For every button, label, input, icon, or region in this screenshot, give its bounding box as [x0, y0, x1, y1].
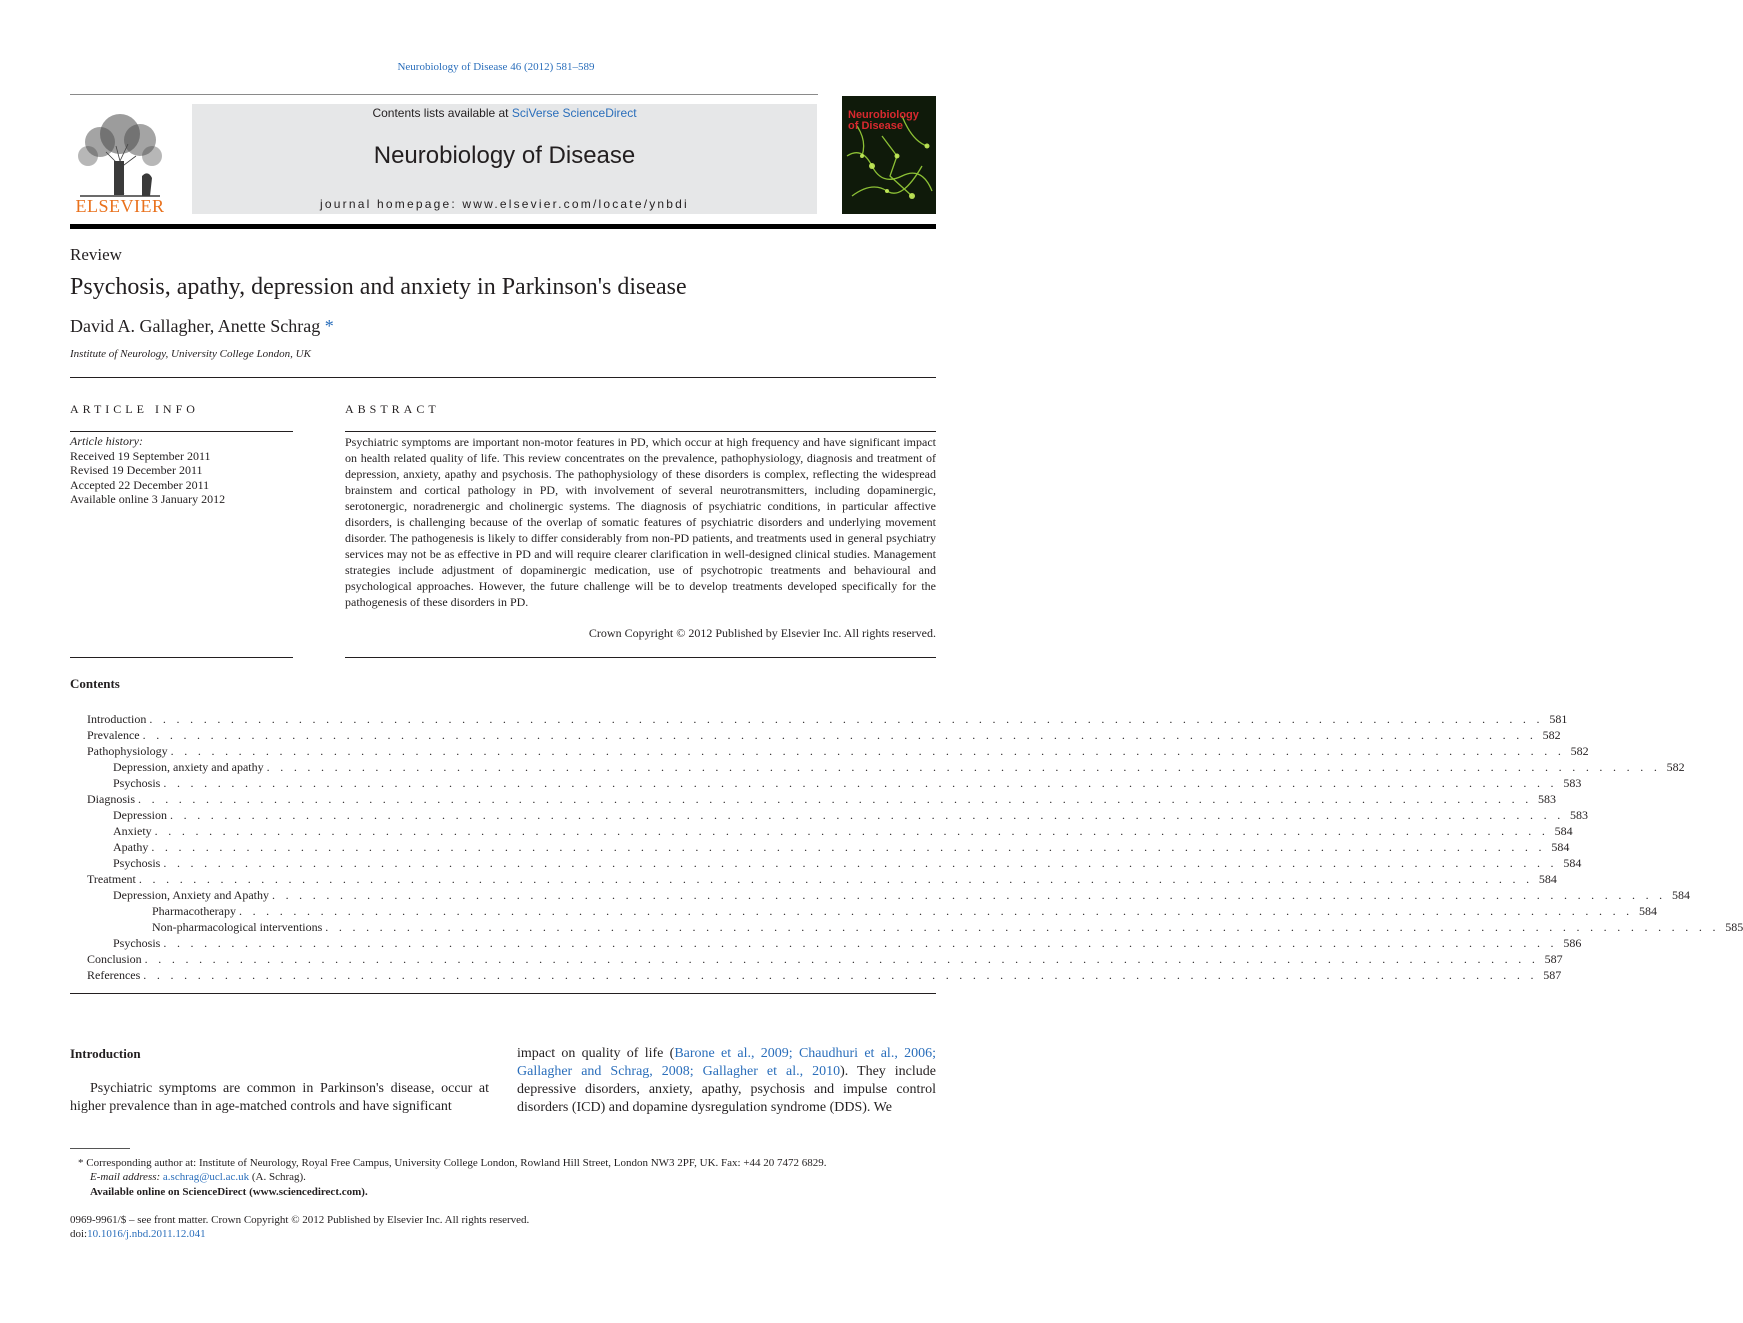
- abstract-heading: ABSTRACT: [345, 402, 440, 416]
- toc-leader-dots: . . . . . . . . . . . . . . . . . . . . . . . . . . . . . . . . . . . . . . . . . . . . . . . . . . . . . . . . . . . . . . . . . . . . . . . . . . . . . . . . . . . . . . . . . . . . . . . . . . . . . . .: [170, 744, 1565, 758]
- introduction-heading: Introduction: [70, 1046, 141, 1061]
- toc-entry-label: Psychosis: [113, 775, 163, 791]
- journal-name: Neurobiology of Disease: [373, 142, 636, 169]
- toc-entry[interactable]: [152, 919, 1743, 935]
- abstract-text: Psychiatric symptoms are important non-motor features in PD, which occur at high frequency and have significant impact on health related quality of life. This review concentrates on the prevalence, pathophysiology, diagnosis and treatment of depression, anxiety, apathy and psychosis. The pathophysiology of these disorders is complex, reflecting the widespread brainstem and cortical pathology in PD, with involvement of several neurotransmitters, including dopaminergic, serotonergic, noradrenergic and cholinergic systems. The diagnosis of psychiatric conditions, in particular affective disorders, is challenging because of the overlap of somatic features of psychiatric disorders and underlying movement disorder. The pathogenesis is likely to differ considerably from non-PD patients, and treatments used in general psychiatry services may not be as effective in PD and will require clearer clarification in well-designed clinical studies. Management strategies include adjustment of dopaminergic medication, use of psychotropic treatments and behavioural and psychological approaches. However, the future challenge will be to develop treatments developed specifically for the pathogenesis of these disorders in PD.: [345, 435, 936, 609]
- article-type: Review: [70, 245, 122, 264]
- article-history: [70, 434, 225, 507]
- toc-entry-page: 582: [1570, 744, 1589, 758]
- corresponding-author-footnote: * Corresponding author at: Institute of Neurology, Royal Free Campus, University College London, Rowland Hill Street, London NW3 2PF, UK. Fax: +44 20 7472 6829.: [78, 1157, 827, 1169]
- toc-entry-label: Depression: [113, 807, 170, 823]
- toc-entry[interactable]: [113, 855, 1582, 871]
- corresponding-author-mark[interactable]: *: [324, 316, 334, 336]
- footnote-rule: [70, 1148, 130, 1149]
- toc-leader-dots: . . . . . . . . . . . . . . . . . . . . . . . . . . . . . . . . . . . . . . . . . . . . . . . . . . . . . . . . . . . . . . . . . . . . . . . . . . . . . . . . . . . . . . . . . . . . . . . . . . . . . . .: [163, 936, 1558, 950]
- journal-cover-image: [842, 96, 936, 214]
- toc-entry-page: 587: [1544, 952, 1563, 966]
- history-label: Article history:: [70, 434, 143, 448]
- toc-entry-label: Introduction: [87, 711, 149, 727]
- toc-entry[interactable]: [113, 807, 1588, 823]
- history-accepted: Accepted 22 December 2011: [70, 477, 210, 492]
- toc-leader-dots: . . . . . . . . . . . . . . . . . . . . . . . . . . . . . . . . . . . . . . . . . . . . . . . . . . . . . . . . . . . . . . . . . . . . . . . . . . . . . . . . . . . . . . . . . . . . . . . . . . . . . . .: [143, 968, 1538, 982]
- toc-leader-dots: . . . . . . . . . . . . . . . . . . . . . . . . . . . . . . . . . . . . . . . . . . . . . . . . . . . . . . . . . . . . . . . . . . . . . . . . . . . . . . . . . . . . . . . . . . . . . . . . . . . . . . .: [138, 872, 1533, 886]
- toc-entry-label: Treatment: [87, 871, 139, 887]
- toc-entry[interactable]: [87, 727, 1561, 743]
- history-revised: Revised 19 December 2011: [70, 463, 203, 477]
- toc-entry[interactable]: [87, 743, 1589, 759]
- toc-leader-dots: . . . . . . . . . . . . . . . . . . . . . . . . . . . . . . . . . . . . . . . . . . . . . . . . . . . . . . . . . . . . . . . . . . . . . . . . . . . . . . . . . . . . . . . . . . . . . . . . . . . . . . .: [138, 792, 1532, 806]
- contents-available: Contents lists available at SciVerse ScienceDirect: [372, 106, 637, 120]
- toc-entry-label: Pathophysiology: [87, 743, 171, 759]
- toc-entry[interactable]: [87, 711, 1568, 727]
- affiliation: Institute of Neurology, University College London, UK: [70, 348, 311, 360]
- toc-entry-page: 582: [1542, 728, 1561, 742]
- contents-bottom-rule: [70, 993, 936, 994]
- toc-entry-label: Depression, Anxiety and Apathy: [113, 887, 272, 903]
- toc-leader-dots: . . . . . . . . . . . . . . . . . . . . . . . . . . . . . . . . . . . . . . . . . . . . . . . . . . . . . . . . . . . . . . . . . . . . . . . . . . . . . . . . . . . . . . . . . . . . . . . . . . . . . . .: [325, 920, 1720, 934]
- article-info-heading: ARTICLE INFO: [70, 402, 199, 416]
- toc-entry-label: Depression, anxiety and apathy: [113, 759, 267, 775]
- journal-homepage[interactable]: journal homepage: www.elsevier.com/locate/ynbdi: [320, 197, 689, 211]
- toc-entry[interactable]: [87, 967, 1562, 983]
- sciencedirect-link[interactable]: SciVerse ScienceDirect: [511, 106, 637, 120]
- toc-entry-page: 585: [1725, 920, 1743, 934]
- journal-reference[interactable]: Neurobiology of Disease 46 (2012) 581–589: [397, 61, 595, 73]
- article-info-bottom-rule: [70, 657, 293, 658]
- toc-entry[interactable]: [113, 759, 1685, 775]
- toc-entry-label: References: [87, 967, 143, 983]
- toc-entry[interactable]: [87, 791, 1556, 807]
- toc-entry-label: Psychosis: [113, 935, 163, 951]
- toc-leader-dots: . . . . . . . . . . . . . . . . . . . . . . . . . . . . . . . . . . . . . . . . . . . . . . . . . . . . . . . . . . . . . . . . . . . . . . . . . . . . . . . . . . . . . . . . . . . . . . . . . . . . . . .: [163, 856, 1558, 870]
- toc-entry[interactable]: [113, 823, 1573, 839]
- toc-entry-page: 586: [1563, 936, 1582, 950]
- toc-entry-page: 583: [1538, 792, 1556, 806]
- email-footnote: E-mail address: a.schrag@ucl.ac.uk (A. Schrag).: [90, 1171, 306, 1183]
- author-email-link[interactable]: a.schrag@ucl.ac.uk: [162, 1171, 250, 1183]
- toc-entry[interactable]: [152, 903, 1657, 919]
- available-online-note: Available online on ScienceDirect (www.sciencedirect.com).: [90, 1186, 368, 1198]
- doi-line: doi:10.1016/j.nbd.2011.12.041: [70, 1228, 206, 1240]
- toc-entry-page: 584: [1671, 888, 1690, 902]
- toc-leader-dots: . . . . . . . . . . . . . . . . . . . . . . . . . . . . . . . . . . . . . . . . . . . . . . . . . . . . . . . . . . . . . . . . . . . . . . . . . . . . . . . . . . . . . . . . . . . . . . . . . . . . . . .: [238, 904, 1633, 918]
- abstract-copyright: Crown Copyright © 2012 Published by Elsevier Inc. All rights reserved.: [588, 626, 936, 640]
- toc-leader-dots: . . . . . . . . . . . . . . . . . . . . . . . . . . . . . . . . . . . . . . . . . . . . . . . . . . . . . . . . . . . . . . . . . . . . . . . . . . . . . . . . . . . . . . . . . . . . . . . . . . . . . . .: [163, 776, 1558, 790]
- toc-entry[interactable]: [113, 775, 1582, 791]
- toc-entry-page: 584: [1563, 856, 1582, 870]
- toc-entry-page: 584: [1638, 904, 1657, 918]
- toc-entry-label: Conclusion: [87, 951, 145, 967]
- article-title: Psychosis, apathy, depression and anxiety in Parkinson's disease: [70, 274, 687, 300]
- toc-entry[interactable]: [113, 839, 1570, 855]
- article-info-rule: [70, 431, 293, 432]
- article-header-rule: [70, 377, 936, 378]
- abstract-rule: [345, 431, 936, 432]
- toc-entry[interactable]: [113, 935, 1582, 951]
- toc-entry-label: Prevalence: [87, 727, 143, 743]
- toc-entry-label: Pharmacotherapy: [152, 903, 239, 919]
- toc-entry-label: Apathy: [113, 839, 151, 855]
- toc-entry[interactable]: [113, 887, 1690, 903]
- body-column-right: impact on quality of life (Barone et al., 2009; Chaudhuri et al., 2006; Gallagher and Schrag, 2008; Gallagher et al., 2010). They include depressive disorders, anxiety, apathy, psychosis and impulse control disorders (ICD) and dopamine dysregulation syndrome (DDS). We: [517, 1046, 936, 1115]
- toc-leader-dots: . . . . . . . . . . . . . . . . . . . . . . . . . . . . . . . . . . . . . . . . . . . . . . . . . . . . . . . . . . . . . . . . . . . . . . . . . . . . . . . . . . . . . . . . . . . . . . . . . . . . . . .: [154, 824, 1549, 838]
- header-top-rule: [70, 94, 818, 95]
- history-online: Available online 3 January 2012: [70, 492, 226, 506]
- toc-leader-dots: . . . . . . . . . . . . . . . . . . . . . . . . . . . . . . . . . . . . . . . . . . . . . . . . . . . . . . . . . . . . . . . . . . . . . . . . . . . . . . . . . . . . . . . . . . . . . . . . . . . . . . .: [144, 952, 1539, 966]
- author-list: David A. Gallagher, Anette Schrag *: [70, 316, 334, 336]
- citation-links[interactable]: Barone et al., 2009; Chaudhuri et al., 2006; Gallagher and Schrag, 2008; Gallagher et al., 2010: [517, 1046, 936, 1079]
- toc-entry[interactable]: [87, 951, 1563, 967]
- issn-line: 0969-9961/$ – see front matter. Crown Copyright © 2012 Published by Elsevier Inc. All rights reserved.: [70, 1214, 530, 1226]
- toc-entry-page: 583: [1563, 776, 1582, 790]
- cover-title: Neurobiology of Disease: [848, 109, 919, 132]
- toc-entry-label: Psychosis: [113, 855, 163, 871]
- toc-leader-dots: . . . . . . . . . . . . . . . . . . . . . . . . . . . . . . . . . . . . . . . . . . . . . . . . . . . . . . . . . . . . . . . . . . . . . . . . . . . . . . . . . . . . . . . . . . . . . . . . . . . . . . .: [266, 760, 1661, 774]
- toc-entry-page: 584: [1538, 872, 1557, 886]
- toc-leader-dots: . . . . . . . . . . . . . . . . . . . . . . . . . . . . . . . . . . . . . . . . . . . . . . . . . . . . . . . . . . . . . . . . . . . . . . . . . . . . . . . . . . . . . . . . . . . . . . . . . . . . . . .: [149, 712, 1544, 726]
- contents-heading: Contents: [70, 676, 120, 691]
- toc-entry-label: Diagnosis: [87, 791, 138, 807]
- toc-entry-label: Anxiety: [113, 823, 155, 839]
- abstract-bottom-rule: [345, 657, 936, 658]
- toc-leader-dots: . . . . . . . . . . . . . . . . . . . . . . . . . . . . . . . . . . . . . . . . . . . . . . . . . . . . . . . . . . . . . . . . . . . . . . . . . . . . . . . . . . . . . . . . . . . . . . . . . . . . . . .: [142, 728, 1537, 742]
- history-received: Received 19 September 2011: [70, 448, 211, 463]
- toc-leader-dots: . . . . . . . . . . . . . . . . . . . . . . . . . . . . . . . . . . . . . . . . . . . . . . . . . . . . . . . . . . . . . . . . . . . . . . . . . . . . . . . . . . . . . . . . . . . . . . . . . . . . . . .: [151, 840, 1546, 854]
- doi-link[interactable]: 10.1016/j.nbd.2011.12.041: [87, 1228, 206, 1240]
- toc-entry[interactable]: [87, 871, 1557, 887]
- toc-entry-page: 584: [1551, 840, 1570, 854]
- toc-leader-dots: . . . . . . . . . . . . . . . . . . . . . . . . . . . . . . . . . . . . . . . . . . . . . . . . . . . . . . . . . . . . . . . . . . . . . . . . . . . . . . . . . . . . . . . . . . . . . . . . . . . . . . .: [170, 808, 1564, 822]
- toc-entry-page: 583: [1570, 808, 1588, 822]
- toc-entry-page: 587: [1543, 968, 1562, 982]
- elsevier-wordmark: ELSEVIER: [75, 196, 165, 216]
- toc-leader-dots: . . . . . . . . . . . . . . . . . . . . . . . . . . . . . . . . . . . . . . . . . . . . . . . . . . . . . . . . . . . . . . . . . . . . . . . . . . . . . . . . . . . . . . . . . . . . . . . . . . . . . . .: [271, 888, 1666, 902]
- body-column-left: Psychiatric symptoms are common in Parkinson's disease, occur at higher prevalence than in age-matched controls and have significant: [70, 1081, 489, 1114]
- toc-entry-page: 584: [1554, 824, 1573, 838]
- toc-entry-label: Non-pharmacological interventions: [152, 919, 325, 935]
- toc-entry-page: 582: [1666, 760, 1685, 774]
- toc-entry-page: 581: [1549, 712, 1568, 726]
- header-thick-rule: [70, 224, 936, 229]
